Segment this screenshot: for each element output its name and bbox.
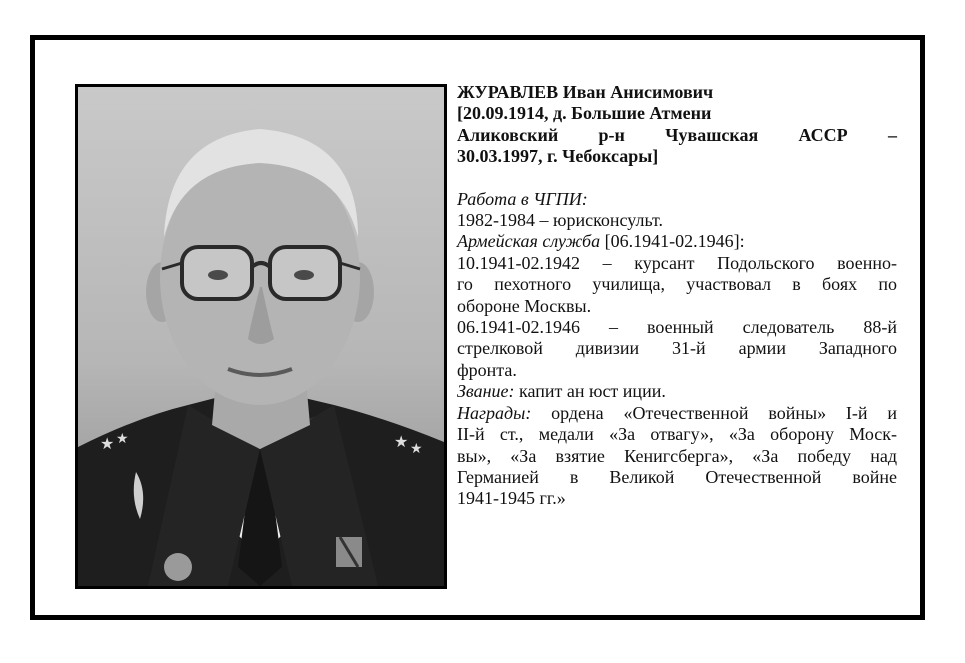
army-entry-1-line-2: го пехотного училища, участвовал в боях по xyxy=(457,274,897,295)
name-heading: ЖУРАВЛЕВ Иван Анисимович xyxy=(457,82,714,102)
death-line: 30.03.1997, г. Чебоксары] xyxy=(457,146,659,167)
portrait-illustration xyxy=(78,87,444,586)
svg-text:★: ★ xyxy=(394,434,409,451)
spacer xyxy=(457,168,897,189)
awards-line-4: Германией в Великой Отечественной войне xyxy=(457,466,897,487)
army-entry-2-line-1: 06.1941-02.1946 – военный следователь 88-й xyxy=(457,317,897,338)
work-entry: 1982-1984 – юрисконсульт. xyxy=(457,210,664,231)
awards-line-3: вы», «За взятие Кенигсберга», «За победу над xyxy=(457,445,897,466)
awards-text-1: ордена «Отечественной войны» I-й и xyxy=(551,402,897,423)
birth-region-line: Аликовский р-н Чувашская АССР – xyxy=(457,124,897,145)
army-period: [06.1941-02.1946]: xyxy=(604,231,745,252)
rank-label: Звание: xyxy=(457,381,515,402)
svg-text:★: ★ xyxy=(100,436,115,453)
awards-line-2: II-й ст., медали «За отвагу», «За оборону Моск- xyxy=(457,424,897,445)
card-frame xyxy=(30,35,925,620)
army-entry-1-line-1: 10.1941-02.1942 – курсант Подольского военно- xyxy=(457,252,897,273)
rank-value: капит ан юст иции. xyxy=(519,381,666,402)
rank-line xyxy=(457,381,897,402)
birth-line: [20.09.1914, д. Большие Атмени xyxy=(457,103,712,124)
awards-line-1 xyxy=(457,403,897,424)
svg-text:★: ★ xyxy=(116,432,129,447)
work-label: Работа в ЧГПИ: xyxy=(457,188,588,209)
portrait-photo xyxy=(75,84,447,589)
awards-line-5: 1941-1945 гг.» xyxy=(457,488,566,509)
awards-label: Награды: xyxy=(457,402,532,423)
army-entry-2-line-2: стрелковой дивизии 31-й армии Западного xyxy=(457,338,897,359)
work-heading xyxy=(457,189,897,210)
army-entry-1-line-3: обороне Москвы. xyxy=(457,295,592,316)
army-entry-2-line-3: фронта. xyxy=(457,359,517,380)
biography-text xyxy=(457,82,897,510)
army-label: Армейская служба xyxy=(457,231,601,252)
svg-text:★: ★ xyxy=(410,442,423,457)
army-heading xyxy=(457,231,897,252)
